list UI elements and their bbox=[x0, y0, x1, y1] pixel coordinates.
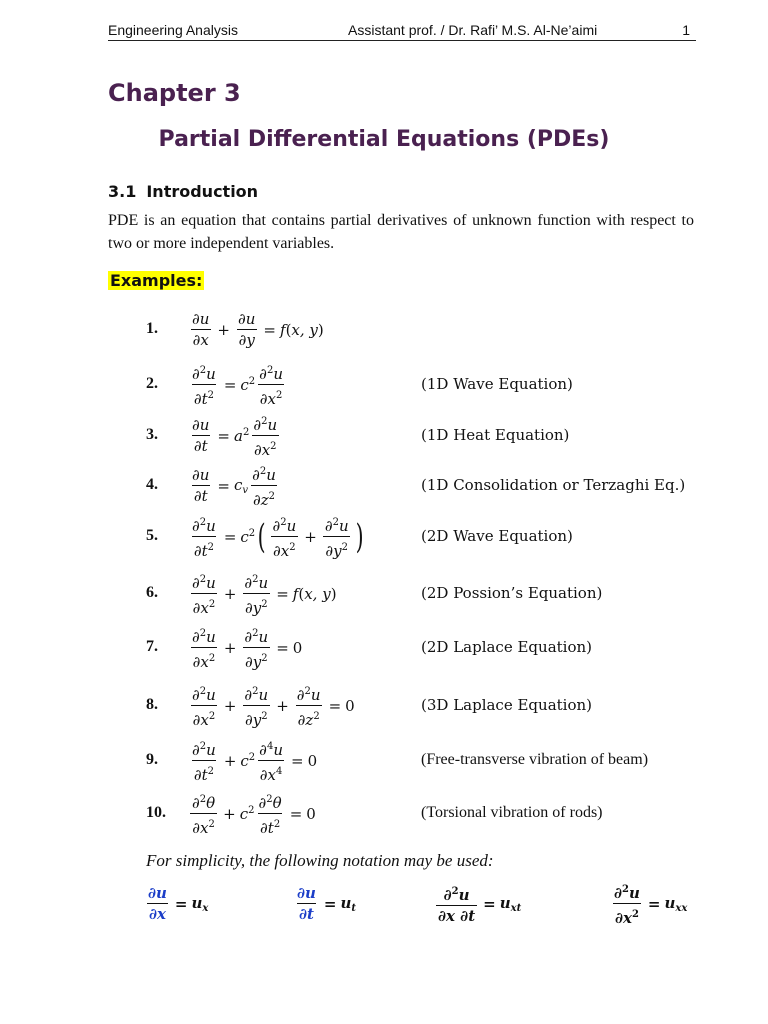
equation-label: (2D Possion’s Equation) bbox=[421, 584, 603, 602]
notation-ut: $\frac{\partial u}{\partial t}$ = $u_t$ bbox=[297, 884, 357, 923]
equation-formula: $\frac{\partial^2u}{\partial t^2}$ = $c^2$ $\frac{\partial^2u}{\partial x^2}$ bbox=[192, 364, 283, 408]
equation-formula: $\frac{\partial^2u}{\partial x^2}$ + $\frac{\partial^2u}{\partial y^2}$ = 0 bbox=[192, 627, 303, 671]
equation-label: (3D Laplace Equation) bbox=[421, 696, 593, 714]
examples-heading: Examples: bbox=[110, 271, 203, 290]
equation-label: (Torsional vibration of rods) bbox=[421, 804, 603, 821]
equation-number: 8. bbox=[146, 696, 158, 713]
equation-number: 9. bbox=[146, 751, 158, 768]
equation-row bbox=[0, 790, 768, 838]
notation-note: For simplicity, the following notation may be used: bbox=[146, 851, 494, 870]
header-author: Assistant prof. / Dr. Rafi’ M.S. Al-Ne’aimi bbox=[348, 22, 598, 38]
notation-uxt: $\frac{\partial^2u}{\partial x \partial t}$ = $u_{xt}$ bbox=[438, 885, 522, 925]
equation-number: 4. bbox=[146, 476, 158, 493]
equation-formula: $\frac{\partial^2u}{\partial x^2}$ + $\frac{\partial^2u}{\partial y^2}$ + $\frac{\partial^2u}{\partial z^2}$ = 0 bbox=[192, 685, 355, 729]
equation-label: (Free-transverse vibration of beam) bbox=[421, 751, 649, 768]
equation-number: 6. bbox=[146, 584, 158, 601]
equation-formula: $\frac{\partial u}{\partial t}$ = $a^2$ $\frac{\partial^2u}{\partial x^2}$ bbox=[192, 415, 278, 459]
equation-label: (1D Wave Equation) bbox=[421, 375, 573, 393]
equation-label: (1D Heat Equation) bbox=[421, 426, 570, 444]
equation-row bbox=[0, 570, 768, 618]
equation-label: (1D Consolidation or Terzaghi Eq.) bbox=[421, 476, 686, 494]
equation-row bbox=[0, 513, 768, 561]
equation-formula: $\frac{\partial^2u}{\partial x^2}$ + $\frac{\partial^2u}{\partial y^2}$ = f ( x, y ) bbox=[192, 573, 337, 617]
equation-formula: $\frac{\partial u}{\partial x}$ + $\frac{\partial u}{\partial y}$ = f ( x, y ) bbox=[192, 310, 324, 349]
equation-label: (2D Wave Equation) bbox=[421, 527, 573, 545]
notation-ux: $\frac{\partial u}{\partial x}$ = $u_x$ bbox=[148, 884, 209, 923]
equation-row bbox=[0, 361, 768, 409]
equation-formula: $\frac{\partial^2u}{\partial t^2}$ + $c^2$ $\frac{\partial^4u}{\partial x^4}$ = 0 bbox=[192, 740, 318, 784]
equation-row bbox=[0, 737, 768, 785]
equation-row bbox=[0, 462, 768, 510]
page-number: 1 bbox=[682, 22, 690, 38]
chapter-title: Partial Differential Equations (PDEs) bbox=[158, 127, 610, 152]
equation-formula: $\frac{\partial^2\theta}{\partial x^2}$ + $c^2$ $\frac{\partial^2\theta}{\partial t^2}$ = 0 bbox=[192, 793, 316, 837]
equation-number: 2. bbox=[146, 375, 158, 392]
equation-number: 5. bbox=[146, 527, 158, 544]
equation-label: (2D Laplace Equation) bbox=[421, 638, 593, 656]
equation-row bbox=[0, 306, 768, 354]
equation-row bbox=[0, 682, 768, 730]
equation-number: 10. bbox=[146, 804, 166, 821]
equation-number: 1. bbox=[146, 320, 158, 337]
section-number: 3.1 bbox=[108, 182, 137, 201]
notation-uxx: $\frac{\partial^2u}{\partial x^2}$ = $u_{xx}$ bbox=[614, 883, 688, 927]
equation-number: 3. bbox=[146, 426, 158, 443]
equation-row bbox=[0, 624, 768, 672]
page-header bbox=[108, 20, 696, 41]
chapter-heading: Chapter 3 bbox=[108, 79, 241, 107]
intro-paragraph: PDE is an equation that contains partial derivatives of unknown function with respect to two or more independent variables. bbox=[108, 212, 694, 252]
equation-row bbox=[0, 412, 768, 460]
equation-formula: $\frac{\partial u}{\partial t}$ = $c_v$ $\frac{\partial^2u}{\partial z^2}$ bbox=[192, 465, 276, 509]
equation-number: 7. bbox=[146, 638, 158, 655]
header-course: Engineering Analysis bbox=[108, 22, 238, 38]
equation-formula: $\frac{\partial^2u}{\partial t^2}$ = $c^2$ ( $\frac{\partial^2u}{\partial x^2}$ + $\frac{\partial^2u}{\partial y^2}$ ) bbox=[192, 516, 364, 560]
section-heading bbox=[108, 182, 258, 201]
section-title: Introduction bbox=[146, 182, 259, 201]
